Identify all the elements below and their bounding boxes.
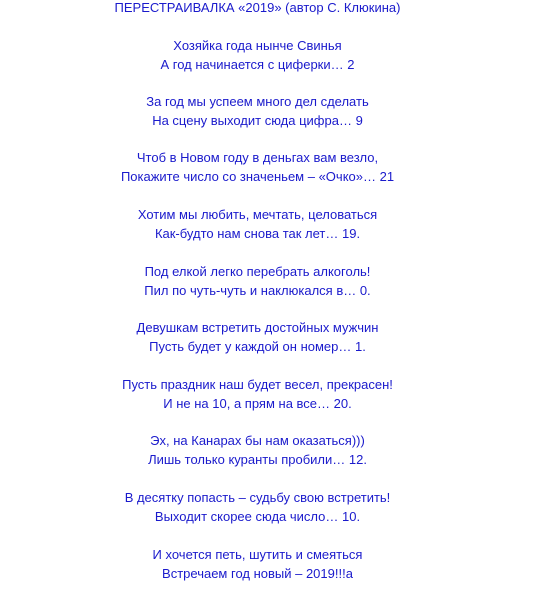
stanza-4 — [0, 205, 515, 243]
stanza-line: Встречаем год новый – 2019!!!а — [162, 566, 353, 581]
stanza-line: И не на 10, а прям на все… 20. — [163, 396, 352, 411]
stanza-line: На сцену выходит сюда цифра… 9 — [152, 113, 363, 128]
stanza-line: Как-будто нам снова так лет… 19. — [154, 226, 361, 241]
stanza-line: Лишь только куранты пробили… 12. — [148, 452, 367, 467]
stanza-line: Покажите число со значеньем – «Очко»… 21 — [120, 169, 395, 184]
stanza-line: Пусть праздник наш будет весел, прекрасен! — [122, 377, 393, 392]
stanza-line: Девушкам встретить достойных мужчин — [136, 320, 379, 335]
stanza-line: Чтоб в Новом году в деньгах вам везло, — [136, 150, 379, 165]
stanza-5 — [0, 262, 515, 300]
stanza-line: Хозяйка года нынче Свинья — [173, 38, 342, 53]
stanza-9 — [0, 488, 515, 526]
stanza-line: Эх, на Канарах бы нам оказаться))) — [150, 433, 365, 448]
stanza-8 — [0, 431, 515, 469]
stanza-7 — [0, 375, 515, 413]
poem-title: ПЕРЕСТРАИВАЛКА «2019» (автор С. Клюкина) — [114, 0, 401, 15]
stanza-line: Под елкой легко перебрать алкоголь! — [144, 264, 371, 279]
stanza-1 — [0, 36, 515, 74]
stanza-line: Хотим мы любить, мечтать, целоваться — [137, 207, 378, 222]
stanza-3 — [0, 148, 515, 186]
stanza-2 — [0, 92, 515, 130]
stanza-line: Пусть будет у каждой он номер… 1. — [149, 339, 366, 354]
stanza-6 — [0, 318, 515, 356]
stanza-line: Выходит скорее сюда число… 10. — [154, 509, 361, 524]
stanza-10 — [0, 545, 515, 583]
stanza-line: А год начинается с циферки… 2 — [160, 57, 355, 72]
stanza-line: И хочется петь, шутить и смеяться — [152, 547, 363, 562]
stanza-line: Пил по чуть-чуть и наклюкался в… 0. — [144, 283, 371, 298]
stanza-line: В десятку попасть – судьбу свою встретить! — [124, 490, 391, 505]
stanza-line: За год мы успеем много дел сделать — [146, 94, 369, 109]
